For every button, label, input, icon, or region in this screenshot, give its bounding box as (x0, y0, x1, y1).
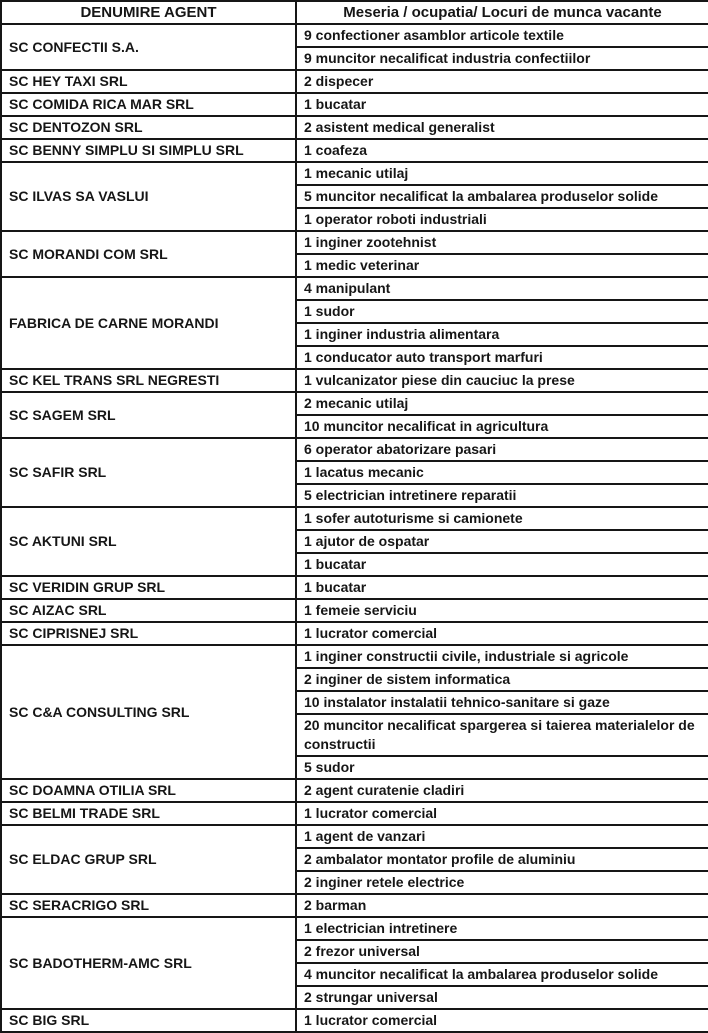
vacancy-cell: 1 medic veterinar (296, 254, 708, 277)
vacancy-cell: 1 lacatus mecanic (296, 461, 708, 484)
vacancy-cell: 1 operator roboti industriali (296, 208, 708, 231)
agent-cell: SC DENTOZON SRL (1, 116, 296, 139)
vacancy-cell: 1 ajutor de ospatar (296, 530, 708, 553)
agent-cell: SC BELMI TRADE SRL (1, 802, 296, 825)
agent-cell: SC KEL TRANS SRL NEGRESTI (1, 369, 296, 392)
vacancy-cell: 2 asistent medical generalist (296, 116, 708, 139)
agent-cell: SC C&A CONSULTING SRL (1, 645, 296, 779)
table-row (1, 162, 708, 185)
vacancy-cell: 1 agent de vanzari (296, 825, 708, 848)
table-row (1, 917, 708, 940)
vacancy-cell: 5 electrician intretinere reparatii (296, 484, 708, 507)
agent-cell: SC BIG SRL (1, 1009, 296, 1032)
vacancy-cell: 2 mecanic utilaj (296, 392, 708, 415)
vacancy-cell: 2 barman (296, 894, 708, 917)
agent-cell: SC BADOTHERM-AMC SRL (1, 917, 296, 1009)
agent-cell: SC MORANDI COM SRL (1, 231, 296, 277)
agent-cell: SC VERIDIN GRUP SRL (1, 576, 296, 599)
agent-cell: SC ELDAC GRUP SRL (1, 825, 296, 894)
vacancy-cell: 2 strungar universal (296, 986, 708, 1009)
table-row (1, 116, 708, 139)
table-row (1, 576, 708, 599)
vacancy-cell: 1 sudor (296, 300, 708, 323)
agent-cell: SC CIPRISNEJ SRL (1, 622, 296, 645)
vacancy-cell: 2 agent curatenie cladiri (296, 779, 708, 802)
vacancy-cell: 1 vulcanizator piese din cauciuc la prese (296, 369, 708, 392)
vacancy-cell: 1 femeie serviciu (296, 599, 708, 622)
table-row (1, 622, 708, 645)
vacancy-cell: 1 lucrator comercial (296, 1009, 708, 1032)
vacancy-cell: 4 muncitor necalificat la ambalarea produselor solide (296, 963, 708, 986)
vacancy-cell: 1 electrician intretinere (296, 917, 708, 940)
vacancy-cell: 1 lucrator comercial (296, 802, 708, 825)
table-row (1, 277, 708, 300)
vacancy-cell: 1 inginer constructii civile, industriale si agricole (296, 645, 708, 668)
vacancy-cell: 2 dispecer (296, 70, 708, 93)
vacancy-cell: 10 instalator instalatii tehnico-sanitare si gaze (296, 691, 708, 714)
vacancy-cell: 1 coafeza (296, 139, 708, 162)
vacancy-cell: 9 confectioner asamblor articole textile (296, 24, 708, 47)
vacancy-cell: 10 muncitor necalificat in agricultura (296, 415, 708, 438)
table-row (1, 231, 708, 254)
vacancy-cell: 1 sofer autoturisme si camionete (296, 507, 708, 530)
vacancy-cell: 2 inginer retele electrice (296, 871, 708, 894)
vacancy-cell: 1 inginer zootehnist (296, 231, 708, 254)
vacancy-cell: 9 muncitor necalificat industria confectiilor (296, 47, 708, 70)
vacancy-cell: 2 frezor universal (296, 940, 708, 963)
vacancy-cell: 4 manipulant (296, 277, 708, 300)
vacancy-cell: 1 bucatar (296, 553, 708, 576)
table-row (1, 139, 708, 162)
vacancy-cell: 1 bucatar (296, 576, 708, 599)
agent-cell: SC SERACRIGO SRL (1, 894, 296, 917)
vacancy-cell: 1 conducator auto transport marfuri (296, 346, 708, 369)
header-row (1, 1, 708, 24)
table-row (1, 894, 708, 917)
table-row (1, 438, 708, 461)
agent-cell: SC AKTUNI SRL (1, 507, 296, 576)
vacancy-table-body (1, 24, 708, 1032)
agent-cell: SC HEY TAXI SRL (1, 70, 296, 93)
agent-cell: SC SAFIR SRL (1, 438, 296, 507)
table-row (1, 369, 708, 392)
agent-cell: SC SAGEM SRL (1, 392, 296, 438)
agent-cell: SC CONFECTII S.A. (1, 24, 296, 70)
vacancy-cell: 20 muncitor necalificat spargerea si taierea materialelor de constructii (296, 714, 708, 756)
vacancy-cell: 1 bucatar (296, 93, 708, 116)
table-row (1, 645, 708, 668)
table-row (1, 507, 708, 530)
vacancy-cell: 6 operator abatorizare pasari (296, 438, 708, 461)
table-row (1, 1009, 708, 1032)
table-row (1, 779, 708, 802)
vacancy-cell: 5 sudor (296, 756, 708, 779)
agent-cell: SC ILVAS SA VASLUI (1, 162, 296, 231)
table-row (1, 24, 708, 47)
agent-cell: SC AIZAC SRL (1, 599, 296, 622)
agent-cell: SC DOAMNA OTILIA SRL (1, 779, 296, 802)
vacancy-cell: 1 mecanic utilaj (296, 162, 708, 185)
header-agent: DENUMIRE AGENT (1, 1, 296, 24)
vacancy-cell: 2 inginer de sistem informatica (296, 668, 708, 691)
table-row (1, 392, 708, 415)
agent-cell: SC BENNY SIMPLU SI SIMPLU SRL (1, 139, 296, 162)
table-row (1, 599, 708, 622)
vacancy-cell: 1 lucrator comercial (296, 622, 708, 645)
agent-cell: FABRICA DE CARNE MORANDI (1, 277, 296, 369)
vacancy-cell: 1 inginer industria alimentara (296, 323, 708, 346)
table-row (1, 825, 708, 848)
table-row (1, 802, 708, 825)
table-row (1, 70, 708, 93)
table-row (1, 93, 708, 116)
vacancy-cell: 5 muncitor necalificat la ambalarea produselor solide (296, 185, 708, 208)
vacancy-cell: 2 ambalator montator profile de aluminiu (296, 848, 708, 871)
agent-cell: SC COMIDA RICA MAR SRL (1, 93, 296, 116)
header-vacancy: Meseria / ocupatia/ Locuri de munca vacante (296, 1, 708, 24)
